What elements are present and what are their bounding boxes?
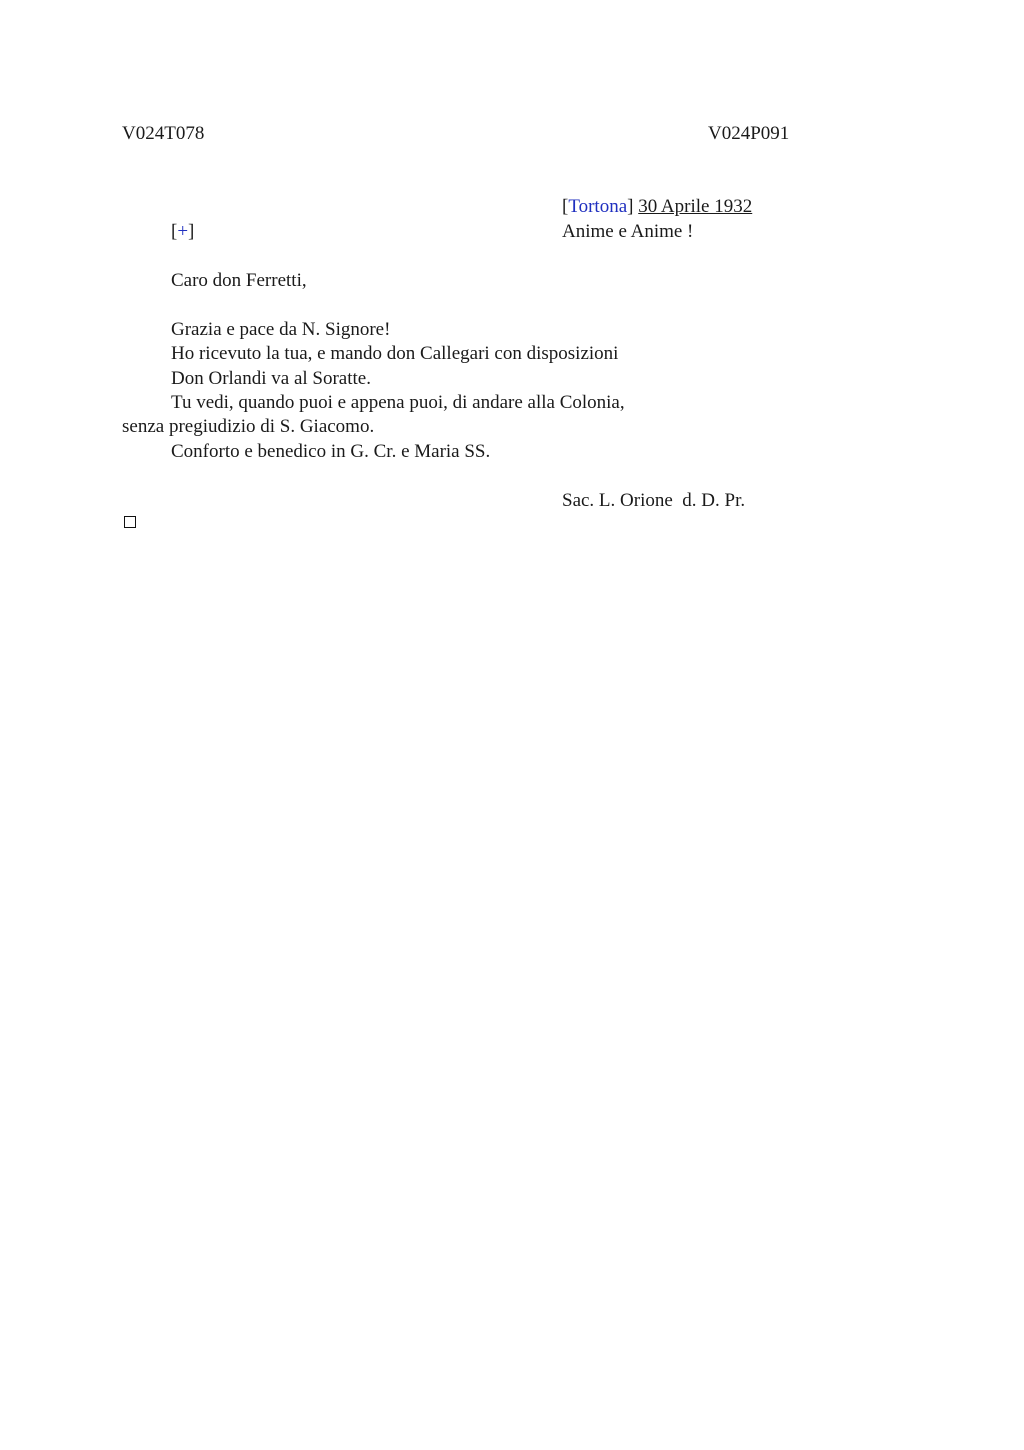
signature: Sac. L. Orione d. D. Pr.: [562, 490, 746, 511]
dateline: [562, 195, 752, 219]
place-bracket-close: ]: [627, 196, 634, 217]
document-code-right: V024P091: [708, 123, 790, 144]
motto: Anime e Anime !: [562, 221, 694, 242]
end-of-letter-box-icon: [124, 516, 136, 528]
place-link[interactable]: Tortona: [568, 196, 628, 217]
body-line: Tu vedi, quando puoi e appena puoi, di andare alla Colonia,: [171, 392, 625, 413]
letter-date: 30 Aprile 1932: [638, 196, 753, 217]
body-line: Don Orlandi va al Soratte.: [171, 368, 371, 389]
cross-mark: [+]: [171, 221, 195, 242]
place-bracket-open: [: [562, 196, 569, 217]
body-line: senza pregiudizio di S. Giacomo.: [122, 416, 375, 437]
body-line: Conforto e benedico in G. Cr. e Maria SS.: [171, 441, 491, 462]
body-line: Ho ricevuto la tua, e mando don Callegari con disposizioni: [171, 343, 619, 364]
cross-link[interactable]: +: [177, 221, 189, 242]
body-line: Grazia e pace da N. Signore!: [171, 319, 391, 340]
document-code-left: V024T078: [122, 123, 205, 144]
salutation: Caro don Ferretti,: [171, 270, 307, 291]
